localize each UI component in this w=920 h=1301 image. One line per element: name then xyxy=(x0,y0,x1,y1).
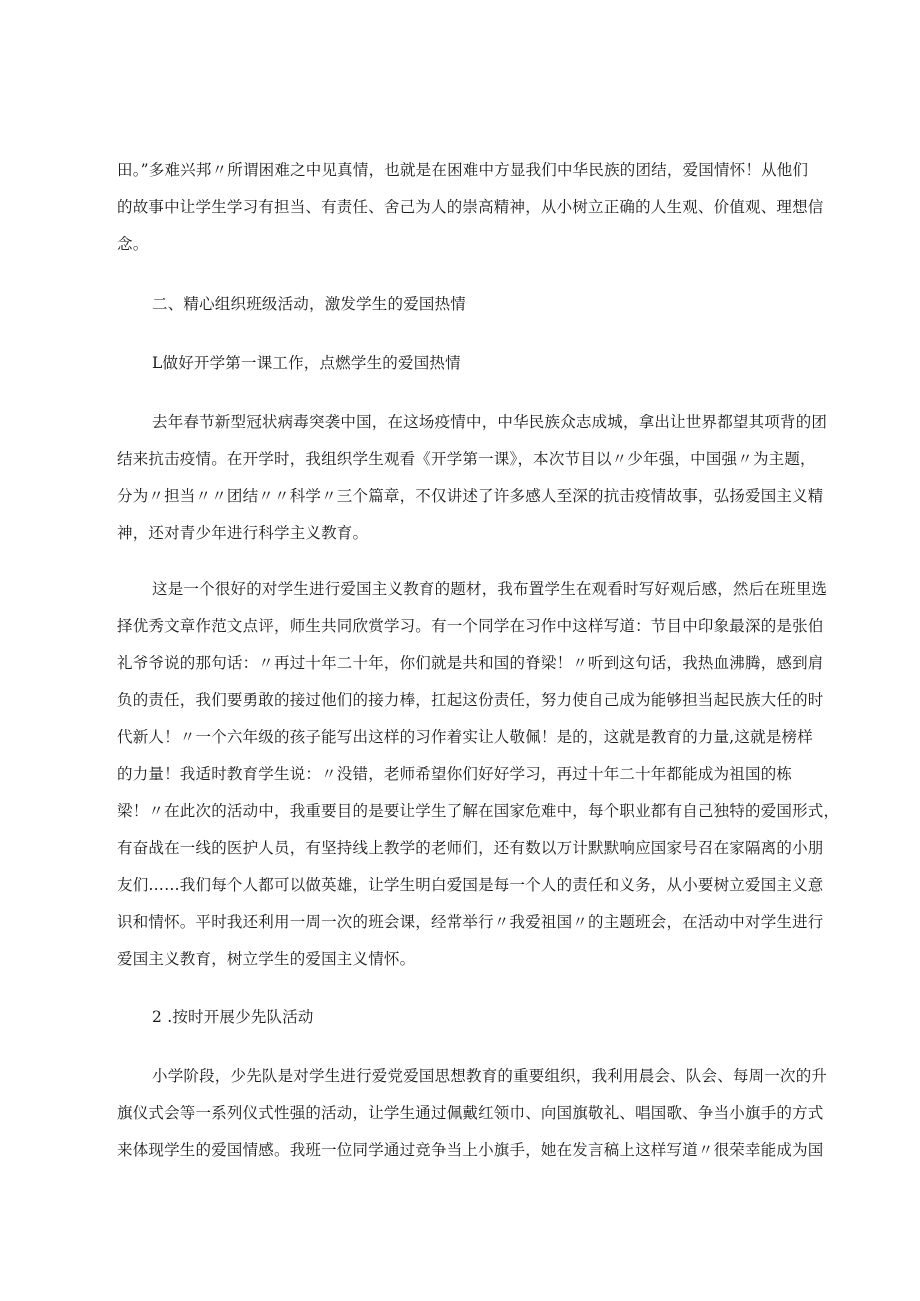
paragraph-1-line-4: 神，还对青少年进行科学主义教育。 xyxy=(117,524,369,542)
paragraph-2-line-9: 友们……我们每个人都可以做英雄，让学生明白爱国是每一个人的责任和义务，从小要树立爱国主义意 xyxy=(117,876,824,894)
paragraph-2-line-10: 识和情怀。平时我还利用一周一次的班会课，经常举行〃我爱祖国〃的主题班会，在活动中对学生进行 xyxy=(117,913,824,931)
paragraph-2-line-4: 负的责任，我们要勇敢的接过他们的接力棒，扛起这份责任，努力使自己成为能够担当起民族大任的时 xyxy=(117,691,824,709)
paragraph-3-line-1: 小学阶段，少先队是对学生进行爱党爱国思想教育的重要组织，我利用晨会、队会、每周一次的升 xyxy=(152,1067,828,1085)
paragraph-2-line-8: 有奋战在一线的医护人员，有坚持线上教学的老师们，还有数以万计默默响应国家号召在家隔离的小朋 xyxy=(117,839,824,857)
section-heading: 二、精心组织班级活动，激发学生的爱国热情 xyxy=(152,295,467,313)
subheading-1: L做好开学第一课工作，点燃学生的爱国热情 xyxy=(152,354,461,372)
paragraph-intro-line-1: 田。”多难兴邦〃所谓困难之中见真情，也就是在困难中方显我们中华民族的团结，爱国情怀！从他们 xyxy=(117,161,809,179)
paragraph-2-line-2: 择优秀文章作范文点评，师生共同欣赏学习。有一个同学在习作中这样写道：节目中印象最深的是张伯 xyxy=(117,617,824,635)
paragraph-2-line-7: 梁！〃在此次的活动中，我重要目的是要让学生了解在国家危难中，每个职业都有自己独特的爱国形式， xyxy=(117,802,840,820)
paragraph-3-line-2: 旗仪式会等一系列仪式性强的活动，让学生通过佩戴红领巾、向国旗敬礼、唱国歌、争当小旗手的方式 xyxy=(117,1104,824,1122)
paragraph-1-line-3: 分为〃担当〃〃团结〃〃科学〃三个篇章，不仅讲述了许多感人至深的抗击疫情故事，弘扬爱国主义精 xyxy=(117,487,824,505)
subheading-2: 2 .按时开展少先队活动 xyxy=(152,1008,314,1026)
paragraph-2-line-3: 礼爷爷说的那句话：〃再过十年二十年，你们就是共和国的脊梁！〃听到这句话，我热血沸腾，感到肩 xyxy=(117,654,824,672)
paragraph-1-line-2: 结来抗击疫情。在开学时，我组织学生观看《开学第一课》，本次节目以〃少年强，中国强〃为主题， xyxy=(117,450,816,468)
paragraph-2-line-6: 的力量！我适时教育学生说：〃没错，老师希望你们好好学习，再过十年二十年都能成为祖国的栋 xyxy=(117,765,793,783)
paragraph-3-line-3: 来体现学生的爱国情感。我班一位同学通过竞争当上小旗手，她在发言稿上这样写道〃很荣幸能成为国 xyxy=(117,1141,824,1159)
paragraph-1-line-1: 去年春节新型冠状病毒突袭中国，在这场疫情中，中华民族众志成城，拿出让世界都望其项背的团 xyxy=(152,413,828,431)
paragraph-intro-line-3: 念。 xyxy=(117,235,149,253)
paragraph-2-line-11: 爱国主义教育，树立学生的爱国主义情怀。 xyxy=(117,950,416,968)
paragraph-2-line-5: 代新人！〃一个六年级的孩子能写出这样的习作着实让人敬佩！是的，这就是教育的力量,这就是榜样 xyxy=(117,728,813,746)
paragraph-intro-line-2: 的故事中让学生学习有担当、有责任、舍己为人的崇高精神，从小树立正确的人生观、价值观、理想信 xyxy=(117,198,824,216)
paragraph-2-line-1: 这是一个很好的对学生进行爱国主义教育的题材，我布置学生在观看时写好观后感，然后在班里选 xyxy=(152,580,828,598)
